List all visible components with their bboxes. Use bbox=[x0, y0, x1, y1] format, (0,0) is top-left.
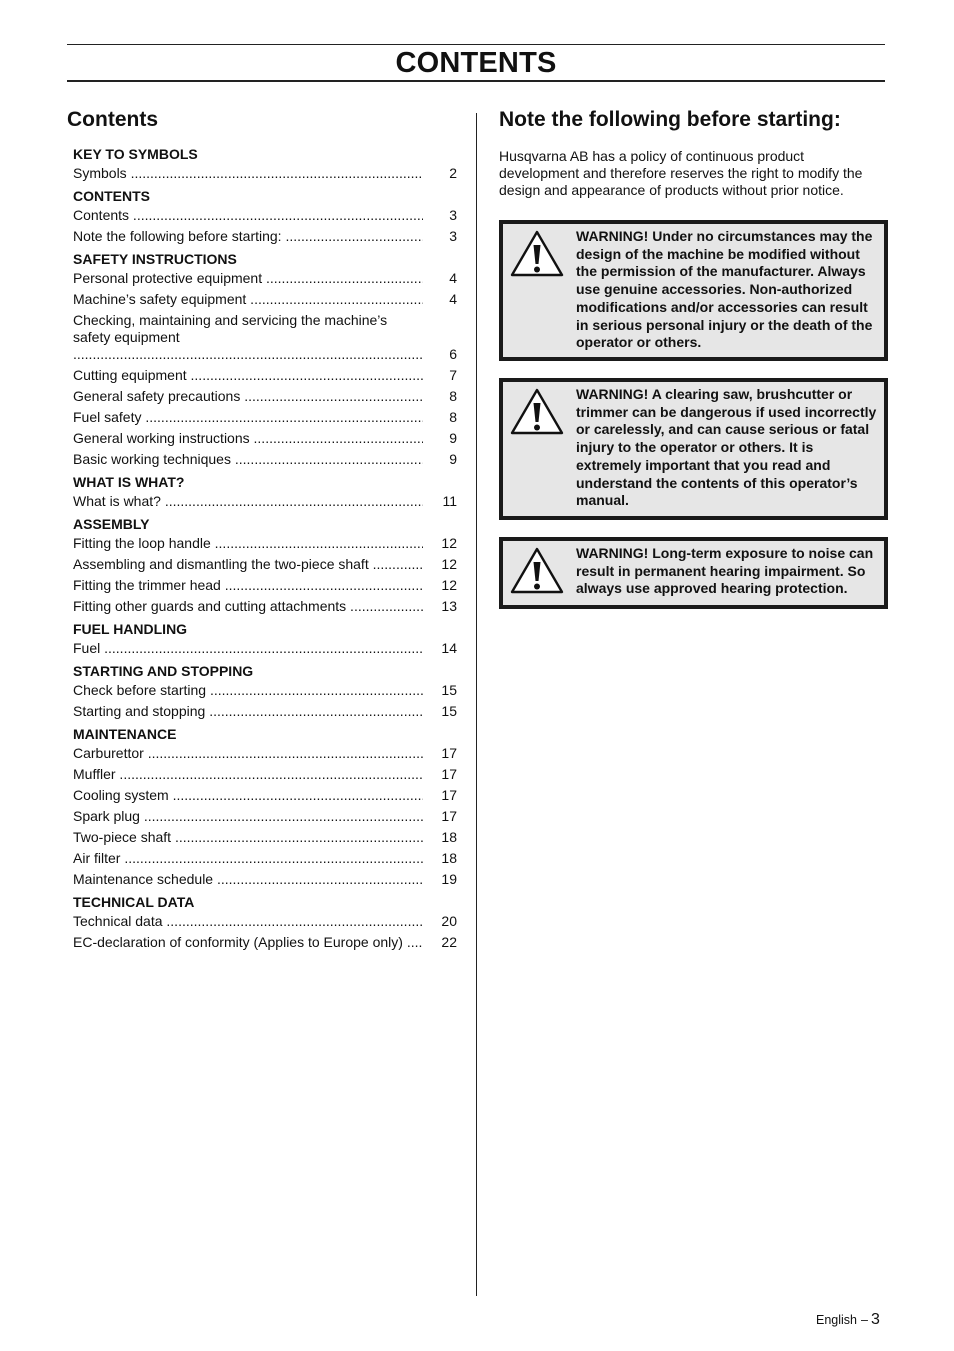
toc-entry-text: Basic working techniques ..... bbox=[73, 451, 423, 468]
toc-entry bbox=[73, 787, 457, 804]
toc-entry-page: 2 bbox=[449, 165, 457, 181]
warning-text: WARNING! Under no circumstances may the design of the machine be modified without the permission of the manufacturer. Always use genuine accessories. Non-authorized modifications and/or accessories can result in serious personal injury or the death of the operator or others. bbox=[576, 228, 873, 351]
toc-entry bbox=[73, 913, 457, 930]
toc-entry-page: 4 bbox=[449, 291, 457, 307]
toc-entry bbox=[73, 388, 457, 405]
toc-entry-text: Personal protective equipment ..... bbox=[73, 270, 423, 287]
toc-entry-page: 18 bbox=[441, 850, 457, 866]
toc-entry-page: 14 bbox=[441, 640, 457, 656]
toc-entry bbox=[73, 934, 457, 951]
toc-section-title: SAFETY INSTRUCTIONS bbox=[73, 251, 237, 267]
page-number: 3 bbox=[870, 1311, 880, 1328]
toc-entry-text: Technical data ..... bbox=[73, 913, 423, 930]
toc-entry-page: 17 bbox=[441, 766, 457, 782]
toc-entry-text: General safety precautions ..... bbox=[73, 388, 423, 405]
toc-entry-page: 20 bbox=[441, 913, 457, 929]
toc-entry-page: 3 bbox=[449, 228, 457, 244]
warning-triangle-icon bbox=[509, 387, 565, 437]
footer-dash: – bbox=[861, 1313, 868, 1327]
toc-entry bbox=[73, 850, 457, 867]
toc-entry-page: 4 bbox=[449, 270, 457, 286]
warning-text: WARNING! Long-term exposure to noise can result in permanent hearing impairment. So always use approved hearing protection. bbox=[576, 545, 874, 597]
intro-paragraph: Husqvarna AB has a policy of continuous product development and therefore reserves the right to modify the design and appearance of products without prior notice. bbox=[499, 148, 863, 198]
warning-box bbox=[499, 378, 888, 520]
toc-entry bbox=[73, 451, 457, 468]
toc-entry-text: Muffler ..... bbox=[73, 766, 423, 783]
page-title: CONTENTS bbox=[395, 47, 557, 79]
toc-entry bbox=[73, 556, 457, 573]
toc-entry bbox=[73, 493, 457, 510]
toc-entry bbox=[73, 577, 457, 594]
toc-entry-text: EC-declaration of conformity (Applies to Europe only) ..... bbox=[73, 934, 423, 951]
footer-language: English bbox=[816, 1313, 857, 1327]
toc-entry-page: 13 bbox=[441, 598, 457, 614]
column-divider bbox=[476, 113, 477, 1296]
toc-entry-page: 9 bbox=[449, 430, 457, 446]
toc-entry-page: 11 bbox=[442, 493, 457, 509]
toc-entry-text: Machine’s safety equipment ..... bbox=[73, 291, 423, 308]
warning-text: WARNING! A clearing saw, brushcutter or trimmer can be dangerous if used incorrectly or carelessly, and can cause serious or fatal injury to the operator or others. It is extremely important that you read and understand the contents of this operator’s manual. bbox=[576, 386, 877, 509]
toc-entry-page: 17 bbox=[441, 745, 457, 761]
contents-column bbox=[67, 106, 457, 955]
contents-heading: Contents bbox=[67, 108, 158, 131]
toc-entry-text: Symbols ..... bbox=[73, 165, 423, 182]
toc-entry-page: 9 bbox=[449, 451, 457, 467]
toc-entry-page: 15 bbox=[441, 682, 457, 698]
toc-entry bbox=[73, 598, 457, 615]
warning-triangle-icon bbox=[509, 229, 565, 279]
toc-entry-text: General working instructions ..... bbox=[73, 430, 423, 447]
toc-entry bbox=[73, 640, 457, 657]
toc-entry bbox=[73, 367, 457, 384]
page-header bbox=[67, 44, 885, 82]
toc-entry-page: 8 bbox=[449, 409, 457, 425]
toc-entry-text: What is what? ..... bbox=[73, 493, 423, 510]
toc-section-title: CONTENTS bbox=[73, 188, 150, 204]
toc-entry bbox=[73, 409, 457, 426]
toc-entry bbox=[73, 808, 457, 825]
toc-entry-page: 18 bbox=[441, 829, 457, 845]
toc-entry bbox=[73, 291, 457, 308]
toc-entry-text: Fuel ..... bbox=[73, 640, 423, 657]
toc-entry-page: 12 bbox=[441, 556, 457, 572]
toc-entry-page: 3 bbox=[449, 207, 457, 223]
toc-entry bbox=[73, 766, 457, 783]
toc-entry-page: 17 bbox=[441, 787, 457, 803]
page-footer bbox=[816, 1311, 880, 1329]
toc-entry-page: 8 bbox=[449, 388, 457, 404]
toc-entry bbox=[73, 207, 457, 224]
toc-entry-page: 7 bbox=[449, 367, 457, 383]
toc-entry bbox=[73, 682, 457, 699]
toc-entry-text: Carburettor ..... bbox=[73, 745, 423, 762]
toc-section-title: FUEL HANDLING bbox=[73, 621, 188, 637]
toc-entry-text: Fuel safety ..... bbox=[73, 409, 423, 426]
toc-entry-page: 19 bbox=[441, 871, 457, 887]
table-of-contents bbox=[67, 144, 457, 951]
toc-entry-text: Fitting the trimmer head ..... bbox=[73, 577, 423, 594]
notes-heading: Note the following before starting: bbox=[499, 108, 841, 131]
warning-box bbox=[499, 537, 888, 609]
toc-entry bbox=[73, 829, 457, 846]
toc-entry-text: Spark plug ..... bbox=[73, 808, 423, 825]
toc-section-title: TECHNICAL DATA bbox=[73, 894, 195, 910]
toc-entry bbox=[73, 270, 457, 287]
toc-entry-page: 12 bbox=[441, 535, 457, 551]
toc-entry bbox=[73, 312, 457, 363]
toc-entry-text: Checking, maintaining and servicing the machine’s safety equipment ..... bbox=[73, 312, 423, 363]
toc-entry bbox=[73, 228, 457, 245]
toc-section-title: STARTING AND STOPPING bbox=[73, 663, 254, 679]
toc-entry-text: Maintenance schedule ..... bbox=[73, 871, 423, 888]
toc-section-title: MAINTENANCE bbox=[73, 726, 177, 742]
toc-entry-text: Fitting other guards and cutting attachments ..... bbox=[73, 598, 423, 615]
toc-entry bbox=[73, 535, 457, 552]
toc-entry-text: Check before starting ..... bbox=[73, 682, 423, 699]
warning-triangle-icon bbox=[509, 546, 565, 596]
toc-entry bbox=[73, 430, 457, 447]
toc-entry-text: Note the following before starting: ..... bbox=[73, 228, 423, 245]
toc-entry-text: Fitting the loop handle ..... bbox=[73, 535, 423, 552]
toc-entry-text: Contents ..... bbox=[73, 207, 423, 224]
toc-entry-page: 6 bbox=[449, 346, 457, 362]
toc-entry-text: Assembling and dismantling the two-piece shaft ..... bbox=[73, 556, 423, 573]
toc-entry bbox=[73, 871, 457, 888]
toc-entry bbox=[73, 703, 457, 720]
toc-entry-page: 22 bbox=[441, 934, 457, 950]
toc-entry-text: Starting and stopping ..... bbox=[73, 703, 423, 720]
toc-entry-page: 12 bbox=[441, 577, 457, 593]
toc-entry-text: Two-piece shaft ..... bbox=[73, 829, 423, 846]
warning-box bbox=[499, 220, 888, 361]
toc-entry bbox=[73, 165, 457, 182]
toc-section-title: KEY TO SYMBOLS bbox=[73, 146, 198, 162]
toc-entry-text: Air filter ..... bbox=[73, 850, 423, 867]
toc-entry-text: Cutting equipment ..... bbox=[73, 367, 423, 384]
toc-entry bbox=[73, 745, 457, 762]
toc-section-title: WHAT IS WHAT? bbox=[73, 474, 185, 490]
toc-entry-page: 15 bbox=[441, 703, 457, 719]
toc-entry-text: Cooling system ..... bbox=[73, 787, 423, 804]
toc-entry-page: 17 bbox=[441, 808, 457, 824]
notes-column bbox=[499, 106, 889, 597]
toc-section-title: ASSEMBLY bbox=[73, 516, 150, 532]
